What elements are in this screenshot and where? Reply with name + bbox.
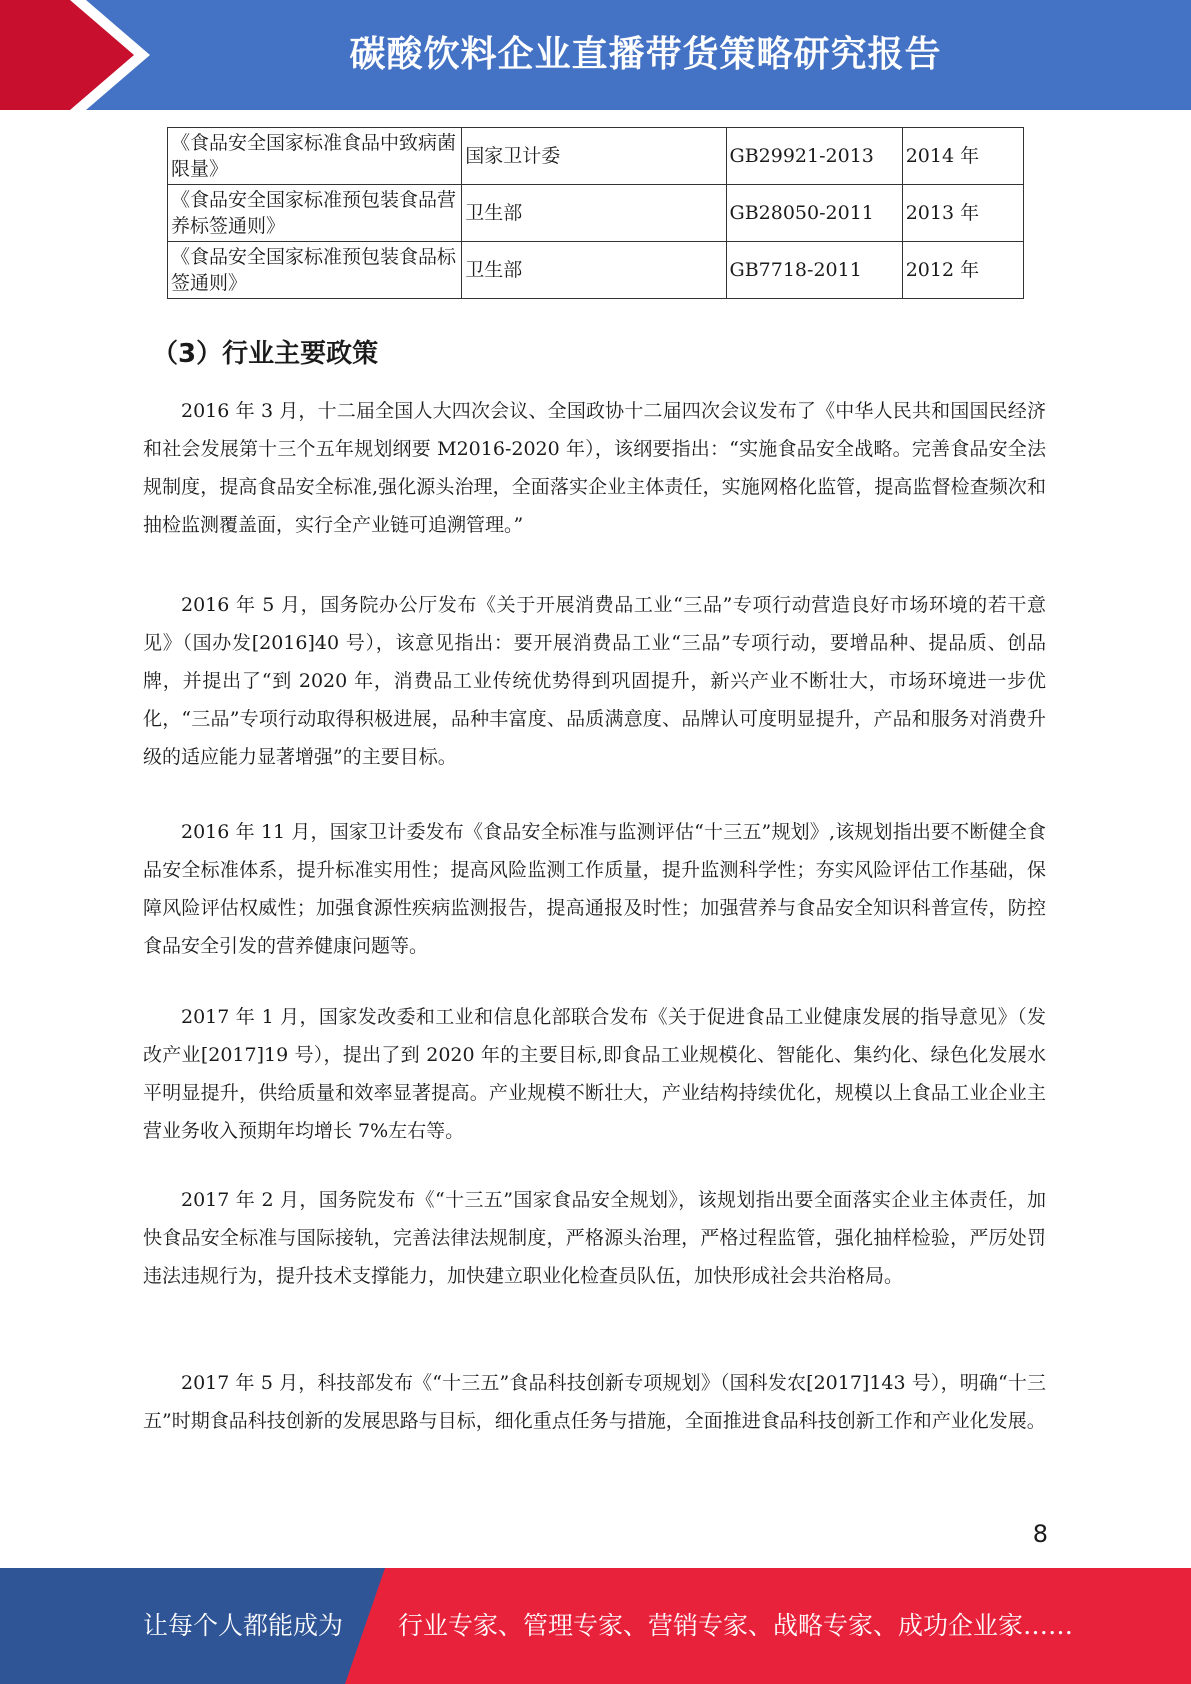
standard-name: 《食品安全国家标准食品中致病菌限量》 [168,128,462,185]
table-row [168,128,1024,185]
section-heading: （3）行业主要政策 [152,339,379,369]
effective-year: 2014 年 [902,128,1023,185]
policy-paragraph: 2017 年 1 月，国家发改委和工业和信息化部联合发布《关于促进食品工业健康发展的指导意见》（发改产业[2017]19 号），提出了到 2020 年的主要目标,即食品工业规模化、智能化、集约化、绿色化发展水平明显提升，供给质量和效率显著提高。产业规模不断壮大，产业结构持续优化，规模以上食品工业企业主营业务收入预期年均增长 7%左右等。 [143,1006,1046,1142]
footer-slogan-left: 让每个人都能成为 [143,1611,344,1640]
standard-code: GB7718-2011 [726,242,902,299]
issuing-agency: 卫生部 [462,185,726,242]
table-row [168,185,1024,242]
effective-year: 2013 年 [902,185,1023,242]
effective-year: 2012 年 [902,242,1023,299]
table-row [168,242,1024,299]
report-title: 碳酸饮料企业直播带货策略研究报告 [349,34,942,75]
standard-code: GB29921-2013 [726,128,902,185]
policy-paragraph: 2016 年 11 月，国家卫计委发布《食品安全标准与监测评估“十三五”规划》,该规划指出要不断健全食品安全标准体系，提升标准实用性；提高风险监测工作质量，提升监测科学性；夯实风险评估工作基础，保障风险评估权威性；加强食源性疾病监测报告，提高通报及时性；加强营养与食品安全知识科普宣传，防控食品安全引发的营养健康问题等。 [143,821,1046,957]
standards-table [167,127,1024,299]
page-header [0,0,1191,110]
standard-name: 《食品安全国家标准预包装食品标签通则》 [168,242,462,299]
policy-paragraph: 2016 年 5 月，国务院办公厅发布《关于开展消费品工业“三品”专项行动营造良好市场环境的若干意见》（国办发[2016]40 号），该意见指出：要开展消费品工业“三品”专项行动，要增品种、提品质、创品牌，并提出了“到 2020 年，消费品工业传统优势得到巩固提升，新兴产业不断壮大，市场环境进一步优化，“三品”专项行动取得积极进展，品种丰富度、品质满意度、品牌认可度明显提升，产品和服务对消费升级的适应能力显著增强”的主要目标。 [143,594,1046,768]
issuing-agency: 卫生部 [462,242,726,299]
policy-paragraph: 2017 年 5 月，科技部发布《“十三五”食品科技创新专项规划》（国科发农[2017]143 号），明确“十三五”时期食品科技创新的发展思路与目标，细化重点任务与措施，全面推进食品科技创新工作和产业化发展。 [143,1372,1046,1432]
policy-paragraph: 2017 年 2 月，国务院发布《“十三五”国家食品安全规划》，该规划指出要全面落实企业主体责任，加快食品安全标准与国际接轨，完善法律法规制度，严格源头治理，严格过程监管，强化抽样检验，严厉处罚违法违规行为，提升技术支撑能力，加快建立职业化检查员队伍，加快形成社会共治格局。 [143,1189,1046,1287]
standard-name: 《食品安全国家标准预包装食品营养标签通则》 [168,185,462,242]
policy-paragraph: 2016 年 3 月，十二届全国人大四次会议、全国政协十二届四次会议发布了《中华人民共和国国民经济和社会发展第十三个五年规划纲要 M2016-2020 年），该纲要指出：“实施食品安全战略。完善食品安全法规制度，提高食品安全标准,强化源头治理，全面落实企业主体责任，实施网格化监管，提高监督检查频次和抽检监测覆盖面，实行全产业链可追溯管理。” [143,400,1046,536]
header-red-arrow [0,0,140,110]
page-footer [0,1568,1191,1684]
page-number: 8 [1032,1520,1048,1548]
footer-slogan-right: 行业专家、管理专家、营销专家、战略专家、成功企业家…… [398,1611,1074,1640]
standard-code: GB28050-2011 [726,185,902,242]
issuing-agency: 国家卫计委 [462,128,726,185]
